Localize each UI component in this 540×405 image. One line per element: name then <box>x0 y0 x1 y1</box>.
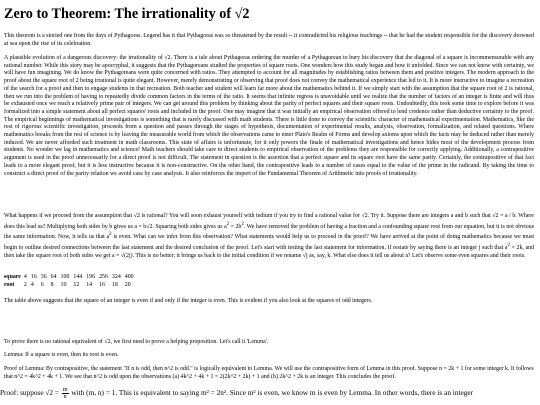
exponent: 2 <box>241 221 244 227</box>
squares-table <box>4 274 138 290</box>
table-cell-root: 8 <box>50 281 54 288</box>
approach-paragraph <box>4 213 534 260</box>
fraction-m-over-n <box>62 387 69 400</box>
table-cell-square: 256 <box>99 274 108 280</box>
table-row-squares <box>4 274 138 282</box>
table-cell-root: 12 <box>73 281 80 288</box>
table-header-root: root <box>4 281 15 288</box>
table-cell-square: 144 <box>73 274 83 280</box>
table-cell-root: 16 <box>99 281 105 288</box>
approach-text-5: = 2k, and then take the square root of both sides we get a = √(2j). This is no better; it brings us back to the initial condition if we rename √j as, say, k. What else does it tell us about a? Let's observe some even squares and their roots. <box>4 245 535 259</box>
table-row-roots <box>4 282 138 290</box>
table-cell-square: 400 <box>124 274 134 280</box>
exponent: 2 <box>226 221 230 227</box>
table-cell-root: 2 <box>23 281 27 288</box>
page-title: Zero to Theorem: The irrationality of √2 <box>4 6 250 22</box>
table-cell-root: 14 <box>86 281 93 288</box>
table-cell-root: 10 <box>60 281 67 288</box>
main-proof-line <box>0 387 473 400</box>
intro-paragraph: This theorem is a storied one from the days of Pythagoras. Legend has it that Pythagoras was so threatened by the result -- it contradicted his religious teachings -- that he had the student responsible for the discovery drowned at sea upon the rise of its celebration. <box>4 33 534 47</box>
table-cell-root: 18 <box>111 281 118 288</box>
table-cell-square: 100 <box>60 274 70 280</box>
table-cell-root: 4 <box>30 281 34 288</box>
table-cell-root: 20 <box>124 281 131 288</box>
approach-text-4: is even. What can we infer from this observation? What statements would help us to proceed in the proof? We have arrived at the point of doing mathematics because we must begin to outline desired connections between the last statement and the desired conclusion of the proof. Let's start with testing the last statement for information. If restate by saying there is an integer j such that a <box>4 234 534 252</box>
table-cell-square: 196 <box>86 274 96 280</box>
approach-text-1: What happens if we proceed from the assumption that √2 is rational? You will soon exhaust yourself with tedium if you try to find a rational value for √2. Try it. Suppose there are integers a and b such that √2 = a / b. Where does this lead us? Multiplying both sides by b gives us a = b√2. Squaring both sides gives us a <box>4 213 534 230</box>
table-header-square: square <box>4 274 21 280</box>
fraction-denominator: n <box>63 394 67 400</box>
lemma-statement: Lemma: If a square is even, then its root is even. <box>4 352 119 358</box>
table-cell-square: 36 <box>40 274 47 280</box>
table-cell-square: 16 <box>30 274 37 280</box>
table-note-paragraph: The table above suggests that the square of an integer is even if and only if the integer is even. This is evident if you also look at the squares of odd integers. <box>4 298 373 304</box>
table-cell-square: 4 <box>23 274 27 280</box>
proof-rest: with (m, n) = 1. This is equivalent to saying m² = 2n². Since m² is even, we know m is even by Lemma. In other words, there is an integer <box>69 388 474 398</box>
lemma-intro-line: To prove there is no rational equivalent of √2, we first need to prove a helping proposition. Let's call it 'Lemma'. <box>4 339 269 345</box>
approach-text-3: . We have removed the problem of having a fraction and a confounding square root from our equation, but it is not obvious the same information. Now, it tells us that a <box>4 223 534 241</box>
exponent: 2 <box>507 243 510 249</box>
table-cell-root: 6 <box>40 281 44 288</box>
proof-lead: Proof: suppose √2 = <box>0 388 61 398</box>
fraction-numerator: m <box>62 387 68 393</box>
table-cell-square: 324 <box>111 274 121 280</box>
exponent: 2 <box>109 232 112 238</box>
history-paragraph: A plausible evolution of a dangerous discovery: the irrationality of √2. There is a tale about Pythagoras ordering the murder of a Pythagorean to bury his discovery that the diagonal of a square is incommensurable with any rational number. While this story may be apocryphal, it suggests that the Pythagoreans studied the properties of square roots. One wonders how this study began and how it unfolded. Since we can not know with certainty, we will have fun imagining. We do know the Pythagoreans were quite concerned with ratios. They attempted to account for all magnitudes by establishing ratios between them and positive integers. The modern approach to the proof about the square root of 2 being irrational is quite elegant. However, merely demonstrating or observing that proof does not convey the mathematical experience that led to it. It is more instructive to imagine a recreation of the search for a proof and then to engage students in that recreation. Both teacher and student will learn far more about the mathematics behind it. If we simply start with the assumption that the square root of 2 is rational, then we run into the problem of having to repeatedly divide common factors in the terms of the ratio. It seems that infinite regress is unavoidable until we realize that the number of factors of an integer is finite and will thus be exhausted once we reach a relatively prime pair of integers. We can get around this problem by thinking about the parity of perfect squares and their square roots. Undoubtedly, this took some time to explore before it was formalized into a simple statement about all perfect squares' roots and included in the proof. One may imagine that it was initially an empirical observation offered to lend credence rather than deductive certainty to the proof. The empirical beginnings of mathematical investigations is something that is rarely discussed with math students. There is little done to convey the scientific character of mathematical experimentation. Mathematics, like the rest of rigorous scientific investigation, proceeds from a question and passes through the stages of hypothesis, documentation of experimental results, analysis, observation, formalization, and related questions. Where mathematics breaks from the rest of science is by leaving the measurable world from which the observations came to enter Plato's Realm of Forms and develop axioms upon which the facts may be deduced rather than merely induced. We are never afforded such treatment in math classrooms. This state of affairs is unfortunate, for it only powers the finale of mathematical investigations and hence hides most of the development process from students. No wonder we lag in mathematics and science! Math teachers should take care to direct students to empirical observation of the problems they are responsible for correctly applying. Additionally, a contrapositive argument is used in the proof unnecessarily for a direct proof is not difficult. The statement in question is the assertion that a perfect square and its square root have the same parity. Certainly, the contrapositive of that fact leads to a more elegant proof, but it is less instructive because it is non-constructive. On the other hand, the contrapositive leads to a number of cases equal to the value of the prime in the radicand. By taking the time to construct a direct proof of the parity relation we avoid case by case analysis. It also reinforces the import of the Fundamental Theorem of Arithmetic into proofs of irrationality. <box>4 55 534 177</box>
lemma-proof-paragraph: Proof of Lemma: By contrapositive, the statement "If n is odd, then n^2 is odd." is logically equivalent to Lemma. We will use the contrapositive form of Lemma in this proof. Suppose n = 2k + 1 for some integer k. It follows that n^2 = 4k^2 + 4k + 1. We see that n^2 is odd upon the observations (a) 4k^2 + 4k + 1 = 2(2k^2 + 2k) + 1 and (b) 2k^2 + 2k is an integer. This concludes the proof. <box>4 366 534 380</box>
approach-text-2: = 2b <box>229 223 242 230</box>
table-cell-square: 64 <box>50 274 57 280</box>
